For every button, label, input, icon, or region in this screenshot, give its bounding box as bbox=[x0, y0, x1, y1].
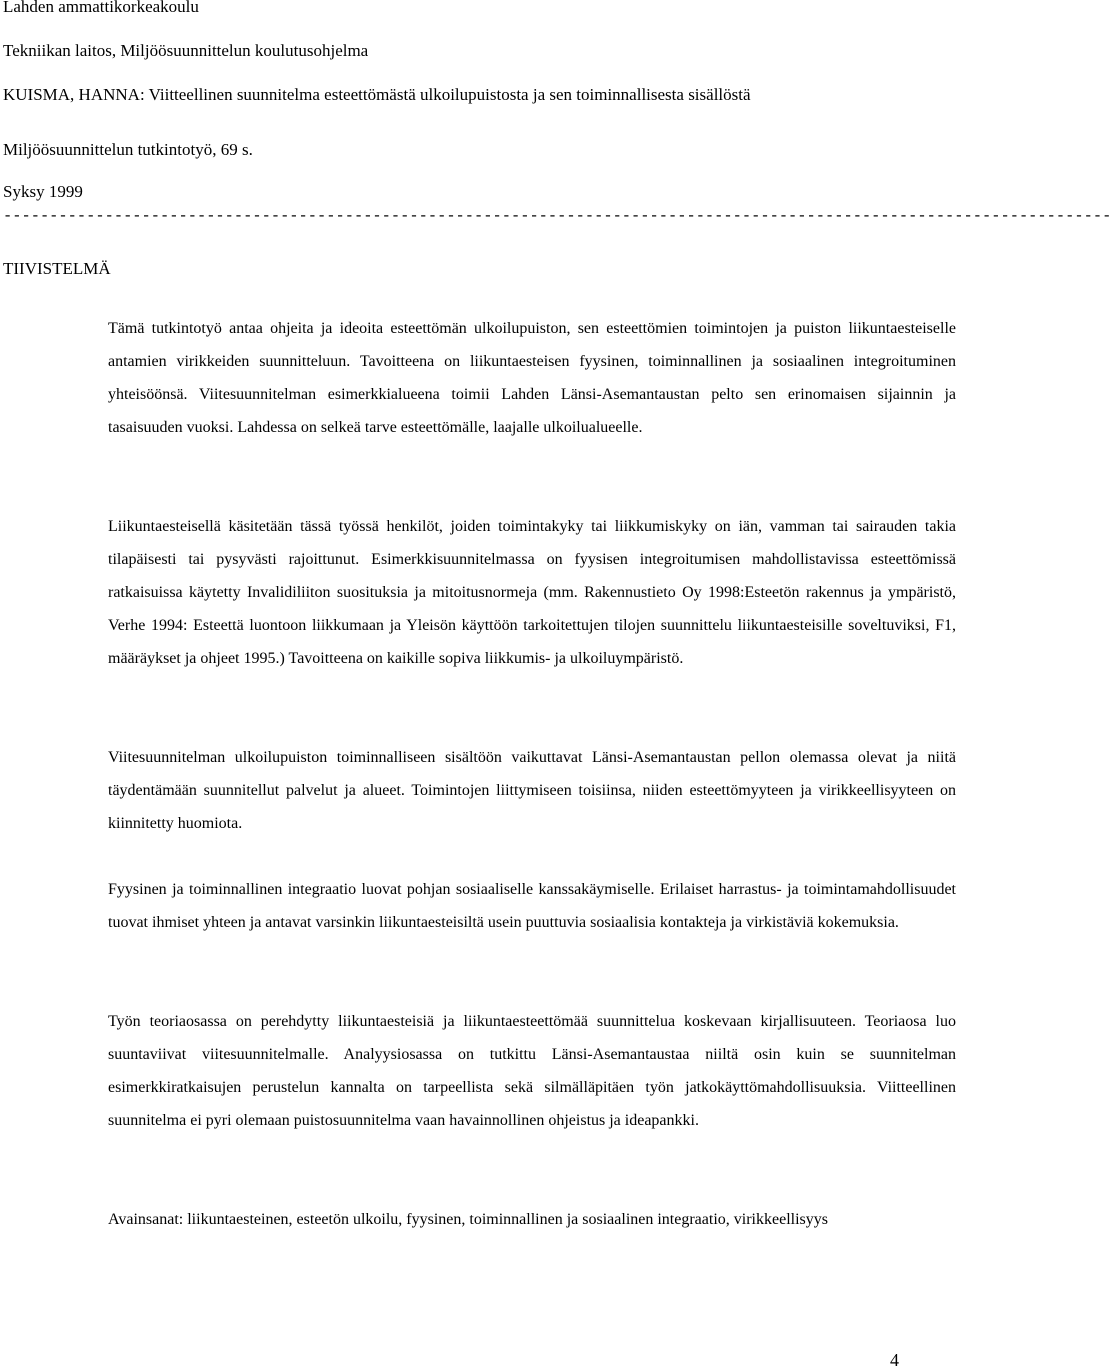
abstract-paragraph-1: Tämä tutkintotyö antaa ohjeita ja ideoita esteettömän ulkoilupuiston, sen esteettömien toimintojen ja puiston liikuntaesteiselle antamien virikkeiden suunnitteluun. Tavoitteena on liikuntaesteisen fyysinen, toiminnallinen ja sosiaalinen integroituminen yhteisöönsä. Viitesuunnitelman esimerkkialueena toimii Lahden Länsi-Asemantaustan pelto sen erinomaisen sijainnin ja tasaisuuden vuoksi. Lahdessa on selkeä tarve esteettömälle, laajalle ulkoilualueelle. bbox=[108, 320, 956, 436]
abstract-paragraph-4: Fyysinen ja toiminnallinen integraatio luovat pohjan sosiaaliselle kanssakäymiselle. Erilaiset harrastus- ja toimintamahdollisuudet tuovat ihmiset yhteen ja antavat varsinkin liikuntaesteisiltä usein puuttuvia sosiaalisia kontakteja ja virkistäviä kokemuksia. bbox=[108, 881, 956, 931]
abstract-paragraph-2: Liikuntaesteisellä käsitetään tässä työssä henkilöt, joiden toimintakyky tai liikkumiskyky on iän, vamman tai sairauden takia tilapäisesti tai pysyvästi rajoittunut. Esimerkkisuunnitelmassa on fyysisen integroitumisen mahdollistavissa esteettömissä ratkaisuissa käytetty Invalidiliiton suosituksia ja mitoitusnormeja (mm. Rakennustieto Oy 1998:Esteetön rakennus ja ympäristö, Verhe 1994: Esteettä luontoon liikkumaan ja Yleisön käyttöön tarkoitettujen tilojen suunnittelu liikuntaesteisille soveltuviksi, F1, määräykset ja ohjeet 1995.) Tavoitteena on kaikille sopiva liikkumis- ja ulkoiluympäristö. bbox=[108, 518, 956, 667]
thesis-info: Miljöösuunnittelun tutkintotyö, 69 s. bbox=[3, 140, 253, 159]
institution-name: Lahden ammattikorkeakoulu bbox=[3, 0, 199, 16]
separator-line: ------------------------------------------------------------------------------------------------------------------------ bbox=[3, 207, 1111, 225]
abstract-paragraph-3: Viitesuunnitelman ulkoilupuiston toiminnalliseen sisältöön vaikuttavat Länsi-Asemantaustan pellon olemassa olevat ja niitä täydentämään suunnitellut palvelut ja alueet. Toimintojen liittymiseen toisiinsa, niiden esteettömyyteen ja virikkeellisyyteen on kiinnitetty huomiota. bbox=[108, 749, 956, 832]
keywords: Avainsanat: liikuntaesteinen, esteetön ulkoilu, fyysinen, toiminnallinen ja sosiaalinen integraatio, virikkeellisyys bbox=[108, 1211, 828, 1228]
page-number: 4 bbox=[890, 1350, 899, 1370]
author-and-title: KUISMA, HANNA: Viitteellinen suunnitelma esteettömästä ulkoilupuistosta ja sen toiminnallisesta sisällöstä bbox=[3, 85, 751, 104]
term: Syksy 1999 bbox=[3, 182, 83, 201]
abstract-heading: TIIVISTELMÄ bbox=[3, 259, 111, 278]
abstract-paragraph-5: Työn teoriaosassa on perehdytty liikuntaesteisiä ja liikuntaesteettömää suunnittelua koskevaan kirjallisuuteen. Teoriaosa luo suuntaviivat viitesuunnitelmalle. Analyysiosassa on tutkittu Länsi-Asemantaustaa niiltä osin kuin se suunnitelman esimerkkiratkaisujen perustelun kannalta on tarpeellista sekä silmälläpitäen työn jatkokäyttömahdollisuuksia. Viitteellinen suunnitelma ei pyri olemaan puistosuunnitelma vaan havainnollinen ohjeistus ja ideapankki. bbox=[108, 1013, 956, 1129]
department-name: Tekniikan laitos, Miljöösuunnittelun koulutusohjelma bbox=[3, 41, 369, 60]
